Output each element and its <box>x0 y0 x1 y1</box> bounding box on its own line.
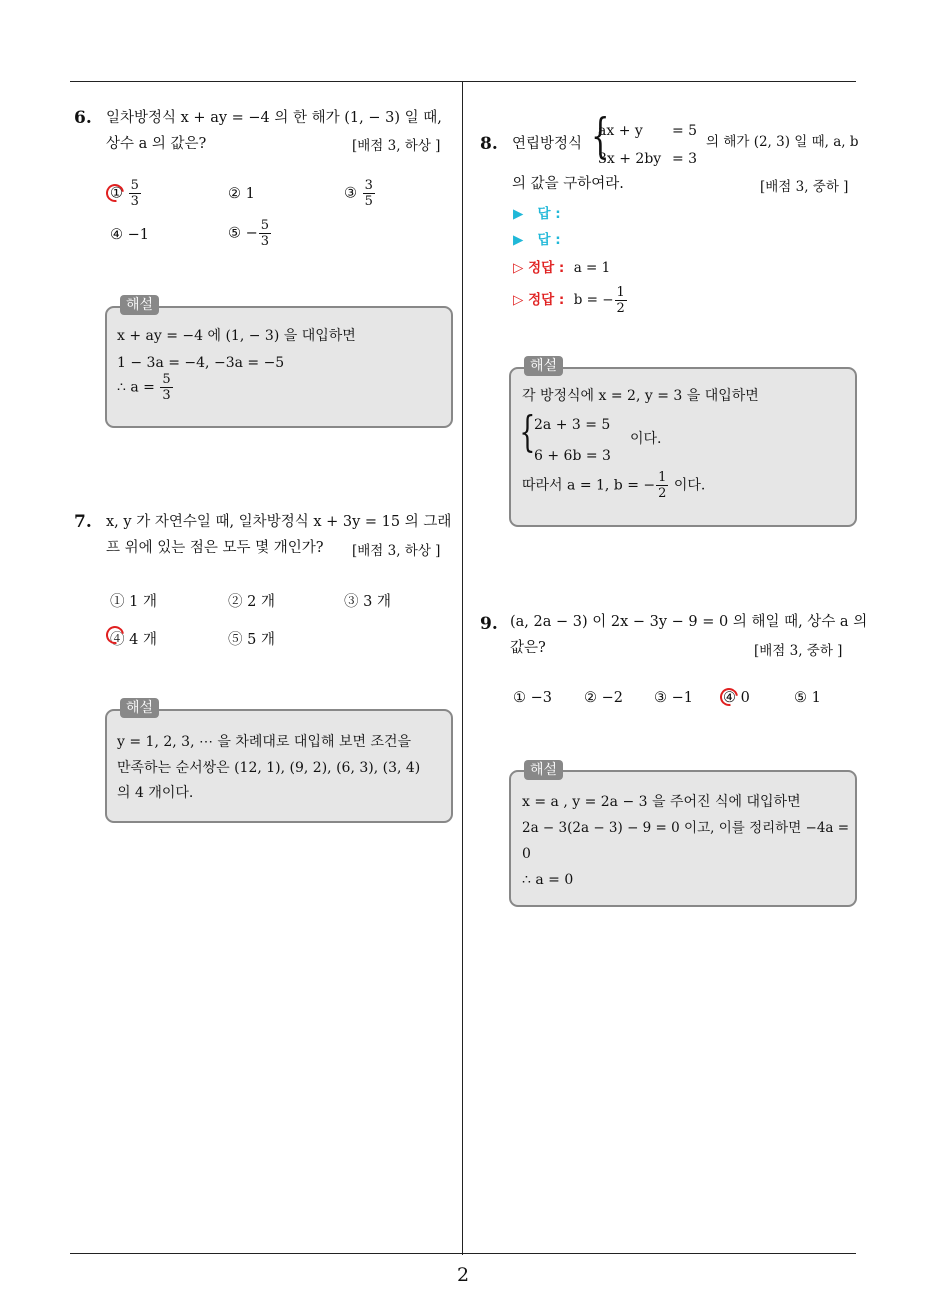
q7-option-1[interactable]: ① 1 개 <box>110 594 157 610</box>
q9-option-1[interactable]: ① −3 <box>513 690 552 706</box>
question-7-line2: 프 위에 있는 점은 모두 몇 개인가? <box>106 540 324 556</box>
answer-line-2[interactable]: ▶ 답 : <box>513 232 561 248</box>
q9-option-4[interactable]: ④ 0 <box>723 690 750 706</box>
q7-option-4[interactable]: ④ 4 개 <box>110 632 157 648</box>
answer-line-1[interactable]: ▶ 답 : <box>513 206 561 222</box>
solution-tag: 해설 <box>524 356 563 376</box>
question-number-9: 9. <box>480 614 498 634</box>
q6-option-4[interactable]: ④ −1 <box>110 227 149 243</box>
q9-option-3[interactable]: ③ −1 <box>654 690 693 706</box>
solution-tag: 해설 <box>120 698 159 718</box>
question-9-line1: (a, 2a − 3) 이 2x − 3y − 9 = 0 의 해일 때, 상수 a 의 <box>510 614 868 630</box>
solution-eq-suffix: 이다. <box>630 431 662 447</box>
q7-option-2[interactable]: ② 2 개 <box>228 594 275 610</box>
system-eq1-lhs: ax + y <box>598 123 643 139</box>
question-8-prefix: 연립방정식 <box>512 136 583 152</box>
solution-line: x + ay = −4 에 (1, − 3) 을 대입하면 <box>117 328 356 344</box>
solution-line: 의 4 개이다. <box>117 785 194 801</box>
system-eq1-rhs: = 5 <box>672 123 698 139</box>
system-brace: { <box>519 407 536 456</box>
play-arrow-icon: ▶ <box>513 206 524 222</box>
correct-answer-2: ▷ 정답 : b = − $\frac{1}{2}$ <box>513 285 625 316</box>
q9-option-5[interactable]: ⑤ 1 <box>794 690 821 706</box>
solution-eq2: 6 + 6b = 3 <box>534 448 611 464</box>
system-eq2-lhs: 3x + 2by <box>598 151 662 167</box>
question-6-line1: 일차방정식 x + ay = −4 의 한 해가 (1, − 3) 일 때, <box>106 110 442 126</box>
question-8-meta: [배점 3, 중하 ] <box>760 179 849 195</box>
system-brace: { <box>591 108 610 164</box>
solution-line: y = 1, 2, 3, ⋯ 을 차례대로 대입해 보면 조건을 <box>117 734 412 750</box>
question-9-meta: [배점 3, 중하 ] <box>754 643 843 659</box>
solution-tag: 해설 <box>524 760 563 780</box>
solution-line: 만족하는 순서쌍은 (12, 1), (9, 2), (6, 3), (3, 4) <box>117 760 421 776</box>
page-number: 2 <box>456 1264 470 1286</box>
question-7-line1: x, y 가 자연수일 때, 일차방정식 x + 3y = 15 의 그래 <box>106 514 452 530</box>
solution-line: ∴ a = $\frac{5}{3}$ <box>117 372 171 403</box>
outline-arrow-icon: ▷ <box>513 292 524 308</box>
question-8-line2: 의 값을 구하여라. <box>512 176 624 192</box>
question-number-8: 8. <box>480 134 498 154</box>
question-6-meta: [배점 3, 하상 ] <box>352 138 441 154</box>
question-6-line2: 상수 a 의 값은? <box>106 136 207 152</box>
q9-option-2[interactable]: ② −2 <box>584 690 623 706</box>
system-eq2-rhs: = 3 <box>672 151 698 167</box>
question-number-7: 7. <box>74 512 92 532</box>
question-number-6: 6. <box>74 108 92 128</box>
outline-arrow-icon: ▷ <box>513 260 524 276</box>
top-rule <box>70 81 856 82</box>
bottom-rule <box>70 1253 856 1254</box>
correct-answer-1: ▷ 정답 : a = 1 <box>513 260 611 276</box>
play-arrow-icon: ▶ <box>513 232 524 248</box>
q6-option-1[interactable]: ① $\frac{5}{3}$ <box>110 178 139 209</box>
solution-line: ∴ a = 0 <box>522 872 574 888</box>
question-8-suffix: 의 해가 (2, 3) 일 때, a, b <box>706 134 859 150</box>
solution-line: 각 방정식에 x = 2, y = 3 을 대입하면 <box>522 388 759 404</box>
q7-option-5[interactable]: ⑤ 5 개 <box>228 632 275 648</box>
solution-eq1: 2a + 3 = 5 <box>534 417 611 433</box>
solution-line: 2a − 3(2a − 3) − 9 = 0 이고, 이를 정리하면 −4a = <box>522 820 850 836</box>
question-7-meta: [배점 3, 하상 ] <box>352 543 441 559</box>
q7-option-3[interactable]: ③ 3 개 <box>344 594 391 610</box>
solution-line: 따라서 a = 1, b = − $\frac{1}{2}$ 이다. <box>522 470 706 501</box>
solution-line: 0 <box>522 846 531 862</box>
q6-option-2[interactable]: ② 1 <box>228 186 255 202</box>
solution-line: 1 − 3a = −4, −3a = −5 <box>117 355 285 371</box>
question-9-line2: 값은? <box>510 640 546 656</box>
solution-line: x = a , y = 2a − 3 을 주어진 식에 대입하면 <box>522 794 801 810</box>
column-divider <box>462 81 463 1255</box>
solution-tag: 해설 <box>120 295 159 315</box>
q6-option-5[interactable]: ⑤ − $\frac{5}{3}$ <box>228 218 270 249</box>
q6-option-3[interactable]: ③ $\frac{3}{5}$ <box>344 178 373 209</box>
